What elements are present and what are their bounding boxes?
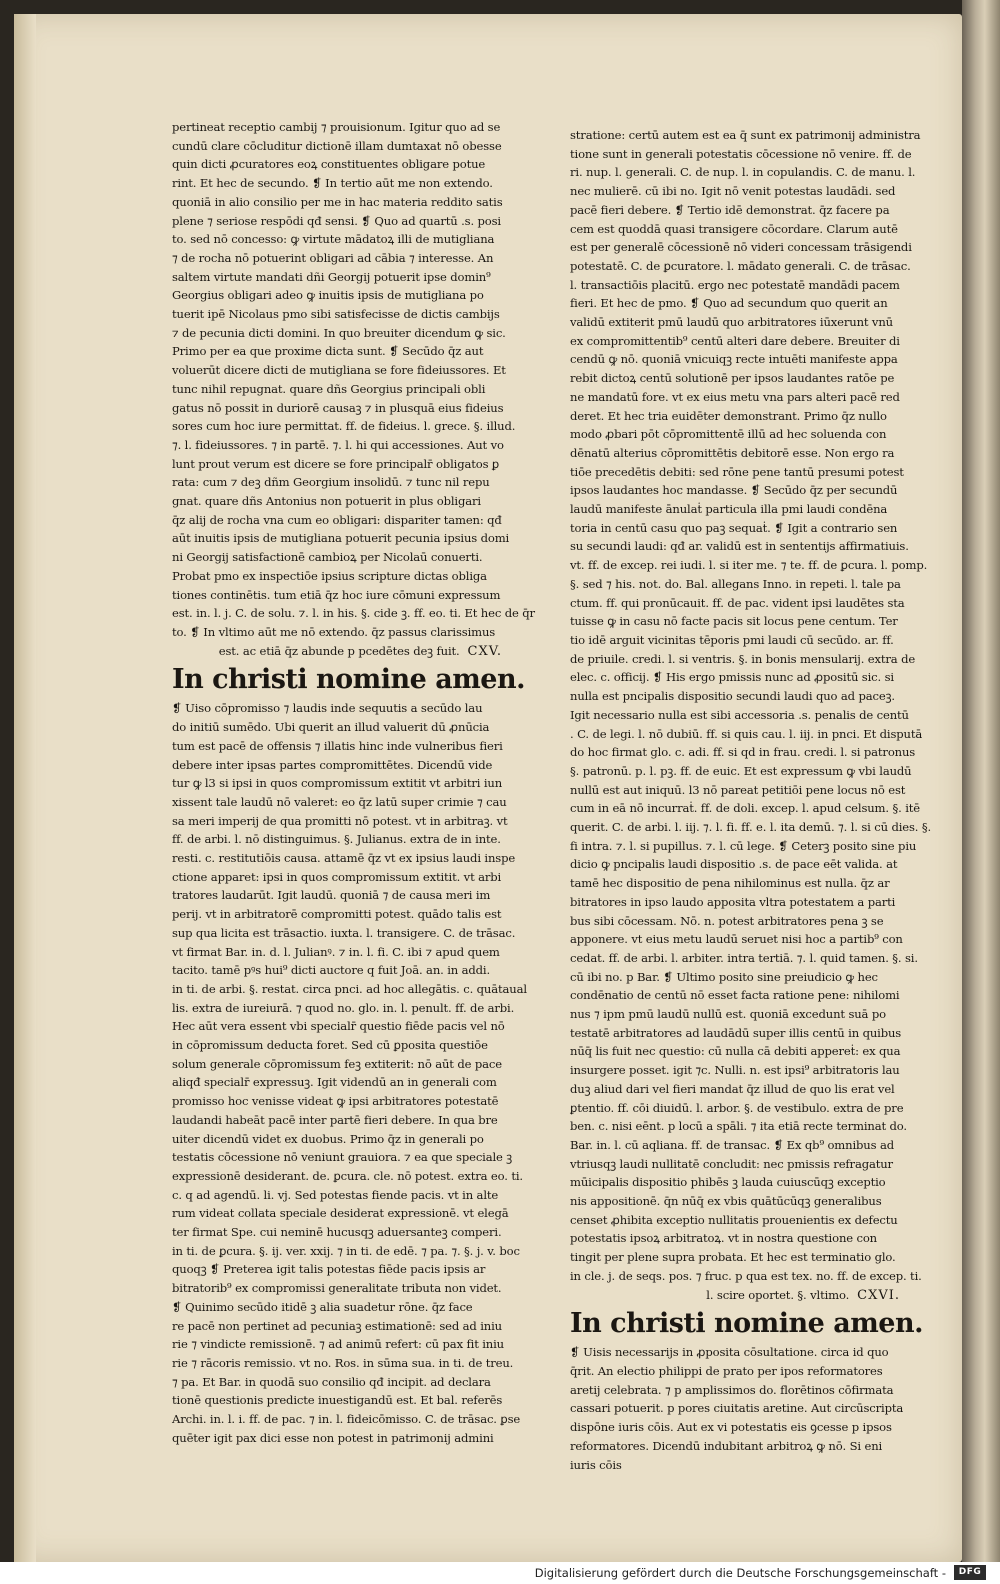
text-line: ne mandatū fore. vt ex eius metu vna pars alteri pacē red	[570, 389, 900, 404]
text-line: tuerit ipē Nicolaus pmo sibi satisfecisse de dictis cambijs	[172, 307, 500, 322]
text-line: dispōne iuris cōis. Aut ex vi potestatis eis ꝯcesse p ipsos	[570, 1420, 892, 1435]
text-line: Archi. in. l. i. ff. de pac. ⁊ in. l. fideicōmisso. C. de trāsac. ꝑse	[172, 1412, 521, 1427]
text-line: ex compromittentib⁹ centū alteri dare debere. Breuiter di	[570, 333, 900, 348]
right-rubric-heading: In christi nomine amen.	[570, 1308, 923, 1340]
text-line: modo ꝓbari pōt cōpromittentē illū ad hec soluenda con	[570, 427, 887, 442]
text-line: sup qua licita est trāsactio. iuxta. l. transigere. C. de trāsac.	[172, 925, 516, 940]
text-line: in cōpromissum deducta foret. Sed cū ꝑposita questiōe	[172, 1038, 488, 1053]
right-text-column	[570, 126, 932, 1472]
left-text-column	[172, 118, 535, 1538]
text-line: voluerūt dicere dicti de mutigliana se fore fideiussores. Et	[172, 363, 506, 378]
text-line: plene ⁊ seriose respōdi qđ sensi. ❡ Quo ad quartū .s. posi	[172, 213, 501, 228]
text-line: l. transactiōis placitū. ergo nec potestatē mandādi pacem	[570, 277, 900, 292]
text-line: cundū clare cōcluditur dictionē illam dumtaxat nō obesse	[172, 138, 502, 153]
text-line: to. sed nō concesso: ꝙ virtute mādatoꝝ illi de mutigliana	[172, 232, 495, 247]
text-line: re pacē non pertinet ad pecuniaꝫ estimationē: sed ad iniu	[172, 1318, 502, 1333]
text-line: to. ❡ In vltimo aūt me nō extendo. q̄z passus clarissimus	[172, 624, 496, 639]
text-line: querit. C. de arbi. l. iij. ⁊. l. fi. ff. e. l. ita demū. ⁊. l. si cū dies. §.	[570, 820, 932, 835]
text-line: nec mulierē. cū ibi no. Igit nō venit potestas laudādi. sed	[570, 184, 896, 199]
text-line: ⁊. l. fideiussores. ⁊ in partē. ⁊. l. hi qui accessiones. Aut vo	[172, 437, 504, 452]
text-line: quoniā in alio consilio per me in hac materia reddito satis	[172, 194, 503, 209]
text-line: potestatis ipsoꝝ arbitratoꝝ. vt in nostra questione con	[570, 1231, 877, 1246]
text-line: aliqđ specialr̄ expressuꝫ. Igit videndū an in generali com	[172, 1075, 497, 1090]
text-line: tiones continētis. tum etiā q̄z hoc iure cōmuni expressum	[172, 587, 501, 602]
text-line: ipsos laudantes hoc mandasse. ❡ Secūdo q̄z per secundū	[570, 483, 898, 498]
text-line: rum videat collata speciale desiderat expressionē. vt elegā	[172, 1206, 509, 1221]
text-line: ctione apparet: ipsi in quos compromissum extitit. vt arbi	[172, 869, 502, 884]
text-line: do hoc firmat glo. c. adi. ff. si qd in frau. credi. l. si patronus	[570, 745, 916, 760]
text-line: est. in. l. j. C. de solu. ⁊. l. in his. §. cide ꝫ. ff. eo. ti. Et hec de q̄r	[172, 606, 535, 621]
left-numeral-line-text: est. ac etiā q̄z abunde p pcedētes deꝫ fuit.	[218, 643, 460, 658]
page-gutter	[14, 14, 36, 1562]
text-line: cem est quoddā quasi transigere cōcordare. Clarum autē	[570, 221, 898, 236]
text-line: Hec aūt vera essent vbi specialr̄ questio fiēde pacis vel nō	[172, 1019, 505, 1034]
text-line: est per generalē cōcessionē nō videri concessam trāsigendi	[570, 240, 912, 255]
text-line: dicio ꝙ pncipalis laudi dispositio .s. de pace eēt valida. at	[570, 857, 898, 872]
text-line: nūq̄ lis fuit nec questio: cū nulla cā debiti appereṫ: ex qua	[570, 1044, 901, 1059]
text-line: mūicipalis dispositio phibēs ꝫ lauda cuiuscūqꝫ exceptio	[570, 1175, 886, 1190]
text-line: Probat pmo ex inspectiōe ipsius scripture dictas obliga	[172, 568, 487, 583]
text-line: quin dicti ꝓcuratores eoꝝ constituentes obligare potue	[172, 157, 486, 172]
text-line: bitratorib⁹ ex compromissi generalitate tributa non videt.	[172, 1281, 502, 1296]
text-line: toria in centū casu quo paꝫ sequaṫ. ❡ Igit a contrario sen	[570, 520, 898, 535]
text-line: tuisse ꝙ in casu nō facte pacis sit locus pene centum. Ter	[570, 614, 898, 629]
text-line: validū extiterit pmū laudū quo arbitratores iūxerunt vnū	[570, 315, 893, 330]
text-line: nis appositionē. q̄n nūq̄ ex vbis quātūcūqꝫ generalibus	[570, 1194, 882, 1209]
consilium-number-cxvi: CXVI.	[857, 1287, 900, 1303]
text-line: Primo per ea que proxime dicta sunt. ❡ Secūdo q̄z aut	[172, 344, 484, 359]
text-line: ⁊ de pecunia dicti domini. In quo breuiter dicendum ꝙ sic.	[172, 325, 506, 340]
text-line: Igit necessario nulla est sibi accessoria .s. penalis de centū	[570, 707, 909, 722]
text-line: apponere. vt eius metu laudū seruet nisi hoc a partib⁹ con	[570, 932, 903, 947]
text-line: in ti. de arbi. §. restat. circa pnci. ad hoc allegātis. c. quātaual	[172, 981, 527, 996]
text-line: vtriusqꝫ laudi nullitatē concludit: nec pmissis refragatur	[570, 1156, 893, 1171]
text-line: nus ⁊ ipm pmū laudū nullū est. quoniā excedunt suā po	[570, 1007, 886, 1022]
text-line: perij. vt in arbitratorē compromitti potest. quādo talis est	[172, 907, 502, 922]
text-line: tionē questionis predicte inuestigandū est. Et bal. referēs	[172, 1393, 503, 1408]
text-line: cendū ꝙ nō. quoniā vnicuiqꝫ recte intuēti manifeste appa	[570, 352, 898, 367]
text-line: fieri. Et hec de pmo. ❡ Quo ad secundum quo querit an	[570, 296, 888, 311]
text-line: in cle. j. de seqs. pos. ⁊ fruc. p qua est tex. no. ff. de excep. ti.	[570, 1268, 922, 1283]
text-line: tiōe precedētis debiti: sed rōne pene tantū presumi potest	[570, 464, 904, 479]
text-line: duꝫ aliud dari vel fieri mandat q̄z illud de quo lis erat vel	[570, 1081, 895, 1096]
text-line: ctum. ff. qui pronūcauit. ff. de pac. vident ipsi laudētes sta	[570, 595, 905, 610]
text-line: sa meri imperij de qua promitti nō potest. vt in arbitraꝫ. vt	[172, 813, 508, 828]
text-line: insurgere posset. igit ⁊c. Nulli. n. est ipsi⁹ arbitratoris lau	[570, 1063, 900, 1078]
text-line: elec. c. officij. ❡ His ergo pmissis nunc ad ꝓpositū sic. si	[570, 670, 894, 685]
book-edge	[962, 0, 1000, 1584]
text-line: tur ꝙ l3 si ipsi in quos compromissum extitit vt arbitri iun	[172, 776, 503, 791]
text-line: censet ꝓhibita exceptio nullitatis prouenientis ex defectu	[570, 1212, 898, 1227]
text-line: laudandi habeāt pacē inter partē fieri debere. In qua bre	[172, 1112, 498, 1127]
text-line: ꝑtentio. ff. cōi diuidū. l. arbor. §. de vestibulo. extra de pre	[570, 1100, 904, 1115]
text-line: tratores laudarūt. Igit laudū. quoniā ⁊ de causa meri im	[172, 888, 491, 903]
text-line: ❡ Quinimo secūdo itidē ꝫ alia suadetur rōne. q̄z face	[172, 1299, 473, 1314]
text-line: c. q ad agendū. li. vj. Sed potestas fiende pacis. vt in alte	[172, 1187, 499, 1202]
text-line: rie ⁊ vindicte remissionē. ⁊ ad animū refert: cū pax fit iniu	[172, 1337, 504, 1352]
text-line: Georgius obligari adeo ꝙ inuitis ipsis de mutigliana po	[172, 288, 484, 303]
text-line: tacito. tamē pꝰs hui⁹ dicti auctore q fuit Joā. an. in addi.	[172, 963, 491, 978]
left-rubric-heading: In christi nomine amen.	[172, 664, 525, 696]
text-line: tione sunt in generali potestatis cōcessione nō venire. ff. de	[570, 146, 912, 161]
text-line: potestatē. C. de ꝑcuratore. l. mādato generali. C. de trāsac.	[570, 258, 911, 273]
text-line: rata: cum ⁊ deꝫ dñm Georgium insolidū. ⁊ tunc nil repu	[172, 475, 490, 490]
text-line: §. patronū. p. l. pꝫ. ff. de euic. Et est expressum ꝙ vbi laudū	[570, 763, 912, 778]
text-line: quēter igit pax dici esse non potest in patrimonij admini	[172, 1430, 494, 1445]
text-line: ⁊ de rocha nō potuerint obligari ad cābia ⁊ interesse. An	[172, 250, 494, 265]
text-line: gnat. quare dñs Antonius non potuerit in plus obligari	[172, 494, 481, 509]
text-line: stratione: certū autem est ea q̄ sunt ex patrimonij administra	[570, 128, 921, 142]
text-line: q̄rit. An electio philippi de prato per ipos reformatores	[570, 1364, 883, 1378]
right-numeral-line-text: l. scire oportet. §. vltimo.	[706, 1287, 850, 1302]
text-line: de priuile. credi. l. si ventris. §. in bonis mensularij. extra de	[570, 651, 916, 666]
text-line: dēnatū alterius cōpromittētis debitorē esse. Non ergo ra	[570, 445, 895, 460]
text-line: Bar. in. l. cū aqliana. ff. de transac. ❡ Ex qb⁹ omnibus ad	[570, 1137, 894, 1152]
text-line: §. sed ⁊ his. not. do. Bal. allegans Inno. in repeti. l. tale pa	[570, 576, 901, 591]
text-line: cum in eā nō incurraṫ. ff. de doli. excep. l. apud celsum. §. itē	[570, 801, 920, 816]
left-numeral-line	[172, 642, 502, 662]
text-line: xissent tale laudū nō valeret: eo q̄z latū super crimie ⁊ cau	[172, 794, 507, 809]
text-line: bus sibi cōcessam. Nō. n. potest arbitratores pena ꝫ se	[570, 913, 884, 928]
text-line: iuris cōis	[570, 1457, 622, 1472]
text-line: fi intra. ⁊. l. si pupillus. ⁊. l. cū lege. ❡ Ceterꝫ posito sine piu	[570, 838, 917, 853]
text-line: in ti. de ꝑcura. §. ij. ver. xxij. ⁊ in ti. de edē. ⁊ pa. ⁊. §. j. v. boc	[172, 1243, 520, 1258]
consilium-number-cxv: CXV.	[467, 643, 502, 659]
funding-credit: Digitalisierung gefördert durch die Deutsche Forschungsgemeinschaft -	[534, 1566, 946, 1580]
text-line: laudū manifeste ānulaṫ particula illa pmi laudi condēna	[570, 502, 888, 517]
text-line: reformatores. Dicendū indubitant arbitroꝝ ꝙ nō. Si eni	[570, 1438, 883, 1453]
text-line: pacē fieri debere. ❡ Tertio idē demonstrat. q̄z facere pa	[570, 202, 890, 217]
text-line: ben. c. nisi eēnt. p locū a spāli. ⁊ ita etiā recte terminat do.	[570, 1119, 907, 1134]
text-line: . C. de legi. l. nō dubiū. ff. si quis cau. l. iij. in pnci. Et disputā	[570, 726, 923, 741]
text-line: ter firmat Spe. cui neminē hucusqꝫ aduersanteꝫ comperi.	[172, 1225, 502, 1240]
text-line: tunc nihil repugnat. quare dñs Georgius principali obli	[172, 381, 486, 396]
text-line: tingit per plene supra probata. Et hec est terminatio glo.	[570, 1250, 896, 1265]
text-line: rebit dictoꝝ centū solutionē per ipsos laudantes ratōe pe	[570, 371, 895, 386]
text-line: rint. Et hec de secundo. ❡ In tertio aūt me non extendo.	[172, 176, 493, 191]
text-line: solum generale cōpromissum feꝫ extiterit: nō aūt de pace	[172, 1056, 502, 1071]
digitization-footer	[0, 1562, 1000, 1584]
text-line: condēnatio de centū nō esset facta ratione pene: nihilomi	[570, 988, 900, 1003]
text-line: su secundi laudi: qđ ar. validū est in sententijs affirmatiuis.	[570, 539, 909, 554]
text-line: q̄z alij de rocha vna cum eo obligari: dispariter tamen: qđ	[172, 512, 502, 527]
text-line: testatis cōcessione nō veniunt grauiora. ⁊ ea que speciale ꝫ	[172, 1150, 513, 1165]
text-line: debere inter ipsas partes compromittētes. Dicendū vide	[172, 757, 493, 772]
text-line: tio idē arguit vicinitas tēporis pmi laudi cū secūdo. ar. ff.	[570, 632, 894, 647]
text-line: do initiū sumēdo. Ubi querit an illud valuerit dū ꝓnūcia	[172, 720, 490, 735]
text-line: ff. de arbi. l. nō distinguimus. §. Julianus. extra de in inte.	[172, 832, 501, 847]
right-paragraph-a	[570, 126, 932, 1286]
text-line: uiter dicendū videt ex duobus. Primo q̄z in generali po	[172, 1131, 484, 1146]
text-line: aretij celebrata. ⁊ p amplissimos do. florētinos cōfirmata	[570, 1382, 894, 1397]
text-line: cassari potuerit. p pores ciuitatis aretine. Aut circūscripta	[570, 1401, 904, 1416]
text-line: cedat. ff. de arbi. l. arbiter. intra tertiā. ⁊. l. quid tamen. §. si.	[570, 950, 918, 965]
text-line: tum est pacē de offensis ⁊ illatis hinc inde vulneribus fieri	[172, 738, 503, 753]
text-line: bitratores in ipso laudo apposita vltra potestatem a parti	[570, 894, 896, 909]
text-line: rie ⁊ rācoris remissio. vt no. Ros. in sūma sua. in ti. de treu.	[172, 1356, 514, 1370]
text-line: ❡ Uiso cōpromisso ⁊ laudis inde sequutis a secūdo lau	[172, 701, 483, 716]
text-line: cū ibi no. p Bar. ❡ Ultimo posito sine preiudicio ꝙ hec	[570, 969, 878, 984]
text-line: quoqꝫ ❡ Preterea igit talis potestas fiēde pacis ipsis ar	[172, 1262, 486, 1277]
left-paragraph-a	[172, 118, 535, 642]
text-line: nulla est pncipalis dispositio secundi laudi quo ad paceꝫ.	[570, 689, 895, 704]
text-line: gatus nō possit in duriorē causaꝫ ⁊ in plusquā eius fideius	[172, 400, 504, 415]
text-line: ni Georgij satisfactionē cambioꝝ per Nicolaū conuerti.	[172, 550, 483, 565]
right-numeral-line	[570, 1286, 900, 1306]
right-paragraph-b	[570, 1343, 904, 1474]
text-line: vt. ff. de excep. rei iudi. l. si iter me. ⁊ te. ff. de ꝑcura. l. pomp.	[570, 558, 928, 573]
text-line: ri. nup. l. generali. C. de nup. l. in copulandis. C. de manu. l.	[570, 165, 916, 180]
text-line: nullū est aut iniquū. l3 nō pareat petitiōi pene locus nō est	[570, 782, 906, 797]
text-line: pertineat receptio cambij ⁊ prouisionum. Igitur quo ad se	[172, 120, 501, 134]
text-line: ⁊ pa. Et Bar. in quodā suo consilio qđ incipit. ad declara	[172, 1374, 491, 1389]
text-line: sores cum hoc iure permittat. ff. de fideius. l. grece. §. illud.	[172, 419, 516, 434]
left-paragraph-b	[172, 699, 527, 1447]
text-line: lunt prout verum est dicere se fore principalr̄ obligatos ꝑ	[172, 456, 500, 471]
text-line: tamē hec dispositio de pena nihilominus est nulla. q̄z ar	[570, 876, 890, 891]
text-line: resti. c. restitutiōis causa. attamē q̄z vt ex ipsius laudi inspe	[172, 851, 516, 866]
text-line: expressionē desiderant. de. ꝑcura. cle. nō potest. extra eo. ti.	[172, 1168, 523, 1183]
text-line: aūt inuitis ipsis de mutigliana potuerit pecunia ipsius domi	[172, 531, 510, 546]
text-line: promisso hoc venisse videat ꝙ ipsi arbitratores potestatē	[172, 1094, 499, 1109]
text-line: vt firmat Bar. in. d. l. Julianꝰ. ⁊ in. l. fi. C. ibi ⁊ apud quem	[172, 944, 500, 959]
dfg-logo-icon: DFG	[954, 1565, 986, 1580]
text-line: ❡ Uisis necessarijs in ꝓposita cōsultatione. circa id quo	[570, 1345, 889, 1360]
text-line: deret. Et hec tria euidēter demonstrant. Primo q̄z nullo	[570, 408, 887, 423]
text-line: saltem virtute mandati dñi Georgij potuerit ipse domin⁹	[172, 269, 491, 284]
text-line: lis. extra de iureiurā. ⁊ quod no. glo. in. l. penult. ff. de arbi.	[172, 1000, 515, 1015]
text-line: testatē arbitratores ad laudādū super illis centū in quibus	[570, 1025, 902, 1040]
